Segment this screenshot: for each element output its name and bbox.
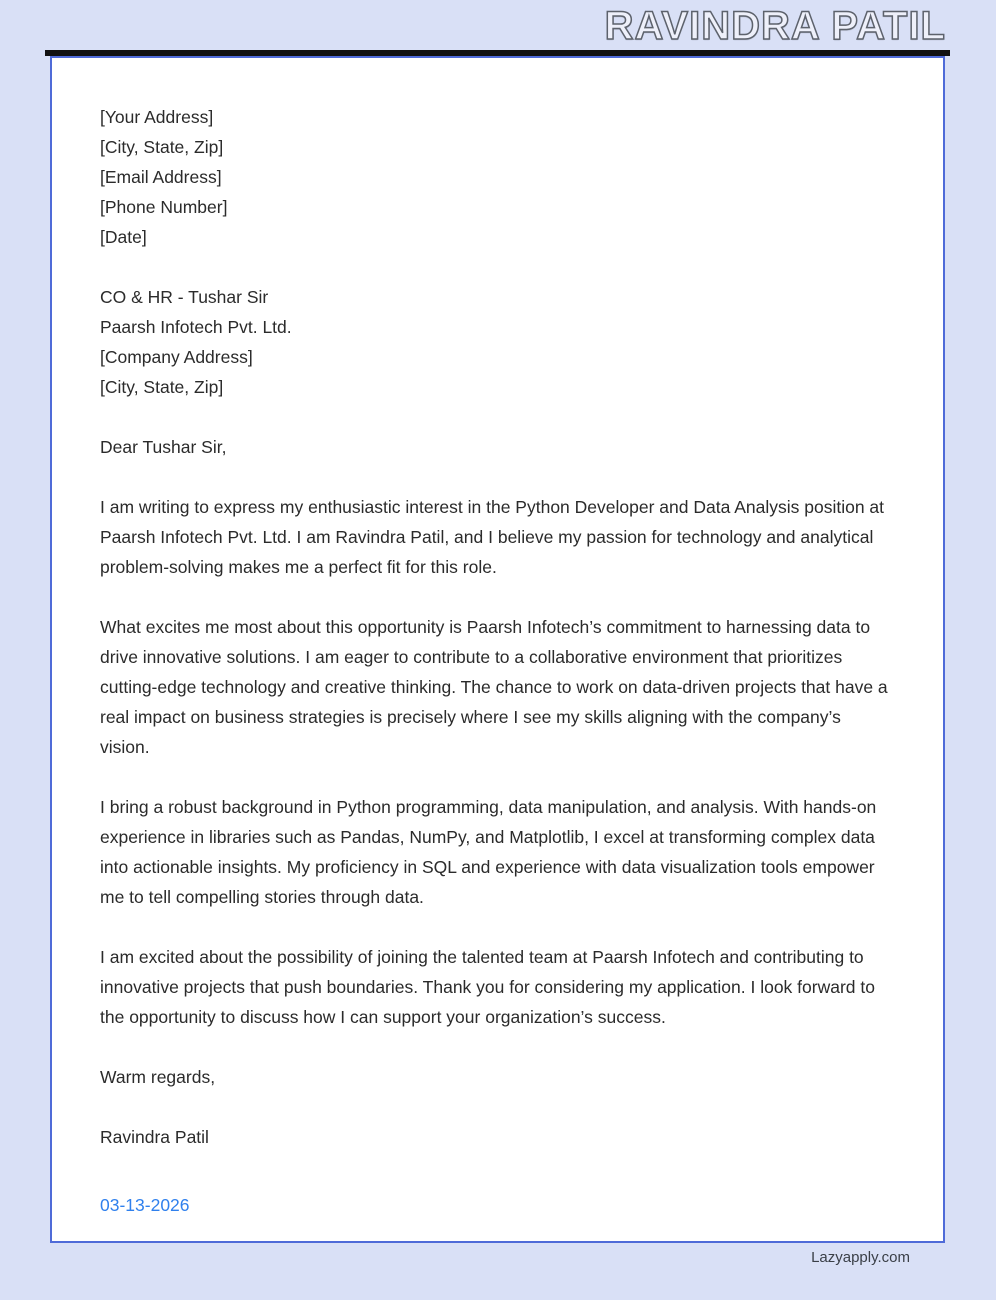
sender-line: [City, State, Zip] <box>100 137 224 157</box>
recipient-block <box>100 282 893 402</box>
sender-block <box>100 102 893 252</box>
recipient-line: [City, State, Zip] <box>100 377 224 397</box>
sender-line: [Phone Number] <box>100 197 228 217</box>
date-link[interactable]: 03-13-2026 <box>100 1195 190 1215</box>
page-title: RAVINDRA PATIL <box>604 4 946 48</box>
brand-footer: Lazyapply.com <box>811 1249 910 1266</box>
letter-sheet <box>50 56 945 1243</box>
sender-line: [Email Address] <box>100 167 222 187</box>
body-paragraph: What excites me most about this opportunity is Paarsh Infotech’s commitment to harnessing data to drive innovative solutions. I am eager to contribute to a collaborative environment that prioritizes cutting-edge technology and creative thinking. The chance to work on data-driven projects that have a real impact on business strategies is precisely where I see my skills aligning with the company’s vision. <box>100 617 888 757</box>
signature-name: Ravindra Patil <box>100 1127 209 1147</box>
salutation: Dear Tushar Sir, <box>100 437 227 457</box>
sender-line: [Date] <box>100 227 147 247</box>
sender-line: [Your Address] <box>100 107 214 127</box>
body-paragraph: I am excited about the possibility of joining the talented team at Paarsh Infotech and contributing to innovative projects that push boundaries. Thank you for considering my application. I look forward to the opportunity to discuss how I can support your organization’s success. <box>100 947 875 1027</box>
body-paragraph: I am writing to express my enthusiastic interest in the Python Developer and Data Analysis position at Paarsh Infotech Pvt. Ltd. I am Ravindra Patil, and I believe my passion for technology and analytical problem-solving makes me a perfect fit for this role. <box>100 497 885 577</box>
body-paragraph: I bring a robust background in Python programming, data manipulation, and analysis. With hands-on experience in libraries such as Pandas, NumPy, and Matplotlib, I excel at transforming complex data into actionable insights. My proficiency in SQL and experience with data visualization tools empower me to tell compelling stories through data. <box>100 797 877 907</box>
recipient-line: Paarsh Infotech Pvt. Ltd. <box>100 317 292 337</box>
recipient-line: [Company Address] <box>100 347 253 367</box>
recipient-line: CO & HR - Tushar Sir <box>100 287 269 307</box>
closing-line: Warm regards, <box>100 1067 216 1087</box>
